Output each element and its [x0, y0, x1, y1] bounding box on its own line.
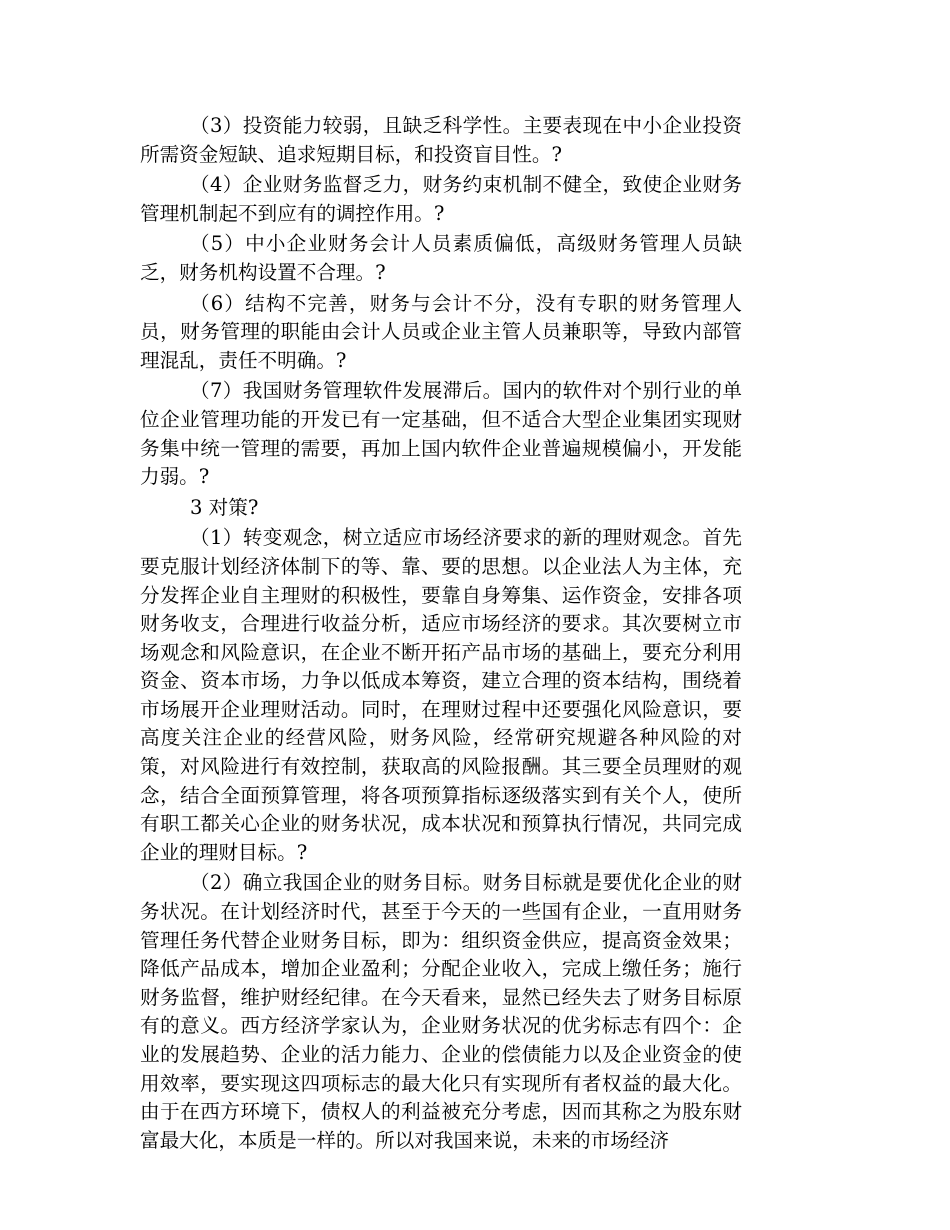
- paragraph-investment-ability: （3）投资能力较弱，且缺乏科学性。主要表现在中小企业投资所需资金短缺、追求短期目标，和投资盲目性。?: [140, 114, 742, 166]
- paragraph-financial-goal: （2）确立我国企业的财务目标。财务目标就是要优化企业的财务状况。在计划经济时代，甚至于今天的一些国有企业，一直用财务管理任务代替企业财务目标，即为：组织资金供应，提高资金效果；降低产品成本，增加企业盈利；分配企业收入，完成上缴任务；施行财务监督，维护财经纪律。在今天看来，显然已经失去了财务目标原有的意义。西方经济学家认为，企业财务状况的优劣标志有四个：企业的发展趋势、企业的活力能力、企业的偿债能力以及企业资金的使用效率，要实现这四项标志的最大化只有实现所有者权益的最大化。由于在西方环境下，债权人的利益被充分考虑，因而其称之为股东财富最大化，本质是一样的。所以对我国来说，未来的市场经济: [140, 871, 742, 1152]
- paragraph-staff-quality: （5）中小企业财务会计人员素质偏低，高级财务管理人员缺乏，财务机构设置不合理。?: [140, 232, 742, 284]
- document-body: [140, 112, 742, 1157]
- paragraph-financial-supervision: （4）企业财务监督乏力，财务约束机制不健全，致使企业财务管理机制起不到应有的调控作用。?: [140, 173, 742, 225]
- paragraph-structure: （6）结构不完善，财务与会计不分，没有专职的财务管理人员，财务管理的职能由会计人员或企业主管人员兼职等，导致内部管理混乱，责任不明确。?: [140, 291, 742, 372]
- paragraph-software: （7）我国财务管理软件发展滞后。国内的软件对个别行业的单位企业管理功能的开发已有一定基础，但不适合大型企业集团实现财务集中统一管理的需要，再加上国内软件企业普遍规模偏小，开发能力弱。?: [140, 379, 742, 489]
- section-heading-countermeasures: 3 对策?: [189, 495, 259, 519]
- paragraph-change-concept: （1）转变观念，树立适应市场经济要求的新的理财观念。首先要克服计划经济体制下的等、靠、要的思想。以企业法人为主体，充分发挥企业自主理财的积极性，要靠自身筹集、运作资金，安排各项财务收支，合理进行收益分析，适应市场经济的要求。其次要树立市场观念和风险意识，在企业不断开拓产品市场的基础上，要充分利用资金、资本市场，力争以低成本筹资，建立合理的资本结构，围绕着市场展开企业理财活动。同时，在理财过程中还要强化风险意识，要高度关注企业的经营风险，财务风险，经常研究规避各种风险的对策，对风险进行有效控制，获取高的风险报酬。其三要全员理财的观念，结合全面预算管理，将各项预算指标逐级落实到有关个人，使所有职工都关心企业的财务状况，成本状况和预算执行情况，共同完成企业的理财目标。?: [140, 526, 742, 864]
